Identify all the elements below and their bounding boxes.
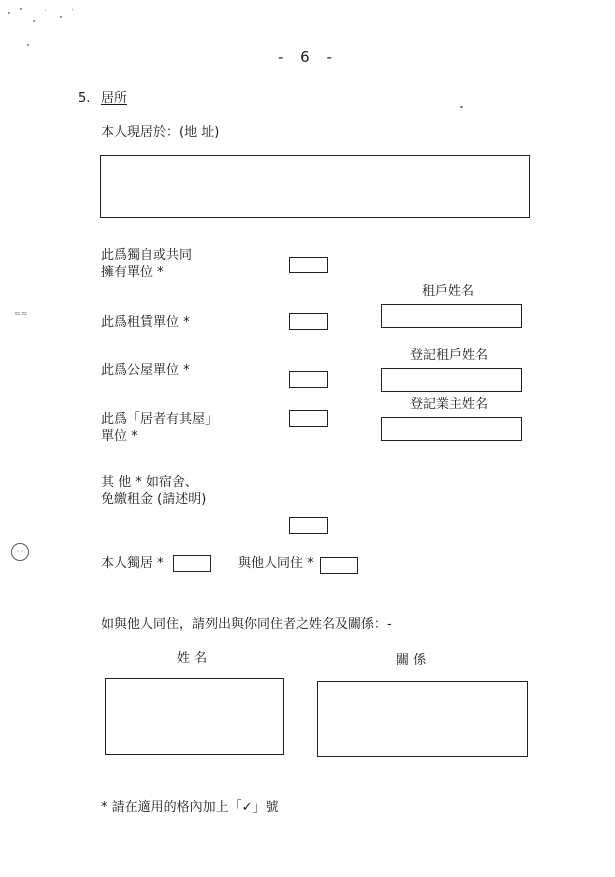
name-column-header: 姓 名 — [177, 651, 208, 666]
option-owned-label-line1: 此爲獨自或共同 — [101, 248, 193, 263]
registered-owner-name-field[interactable] — [381, 417, 522, 441]
living-alone-label: 本人獨居 * — [101, 556, 164, 571]
section-title: 居所 — [101, 91, 128, 106]
living-with-others-label: 與他人同住 * — [238, 556, 314, 571]
scan-speck — [27, 44, 29, 46]
option-owned-checkbox[interactable] — [289, 257, 328, 273]
relation-column-header: 關 係 — [396, 653, 427, 668]
registered-owner-name-label: 登記業主姓名 — [410, 397, 489, 412]
option-public-housing-checkbox[interactable] — [289, 371, 328, 388]
option-hos-checkbox[interactable] — [289, 410, 328, 427]
option-hos-label-line1: 此爲「居者有其屋」 — [101, 412, 219, 427]
address-field[interactable] — [100, 155, 530, 218]
living-alone-checkbox[interactable] — [173, 555, 211, 572]
binding-hole-icon: ◦◦ — [11, 543, 29, 561]
option-other-label-line2: 免繳租金 (請述明) — [101, 492, 207, 507]
registered-tenant-name-field[interactable] — [381, 368, 522, 392]
option-other-checkbox[interactable] — [289, 517, 328, 534]
registered-tenant-name-label: 登記租戶姓名 — [410, 348, 489, 363]
option-owned-label-line2: 擁有單位 * — [101, 265, 164, 280]
scan-speck — [33, 20, 35, 22]
option-rented-checkbox[interactable] — [289, 313, 328, 330]
address-label: 本人現居於：(地 址) — [101, 125, 220, 140]
footnote: * 請在適用的格內加上「✓」號 — [101, 800, 279, 815]
scan-speck — [20, 8, 22, 10]
section-index: 5. — [78, 91, 91, 106]
scan-speck — [72, 9, 73, 10]
scan-mark: ≈≈ — [14, 309, 28, 318]
cohabitant-names-field[interactable] — [105, 678, 284, 755]
scan-speck — [45, 10, 46, 11]
option-public-housing-label: 此爲公屋單位 * — [101, 363, 190, 378]
scan-speck — [60, 16, 62, 18]
scan-speck — [8, 12, 10, 14]
living-with-others-checkbox[interactable] — [320, 557, 358, 574]
option-rented-label: 此爲租賃單位 * — [101, 315, 190, 330]
tenant-name-field[interactable] — [381, 304, 522, 328]
page-number: - 6 - — [278, 48, 338, 66]
scan-speck — [460, 106, 463, 108]
option-hos-label-line2: 單位 * — [101, 429, 138, 444]
cohabitant-relations-field[interactable] — [317, 681, 528, 757]
cohabitants-instruction: 如與他人同住，請列出與你同住者之姓名及關係：- — [101, 617, 392, 632]
option-other-label-line1: 其 他 * 如宿舍、 — [101, 475, 198, 490]
tenant-name-label: 租戶姓名 — [422, 284, 475, 299]
